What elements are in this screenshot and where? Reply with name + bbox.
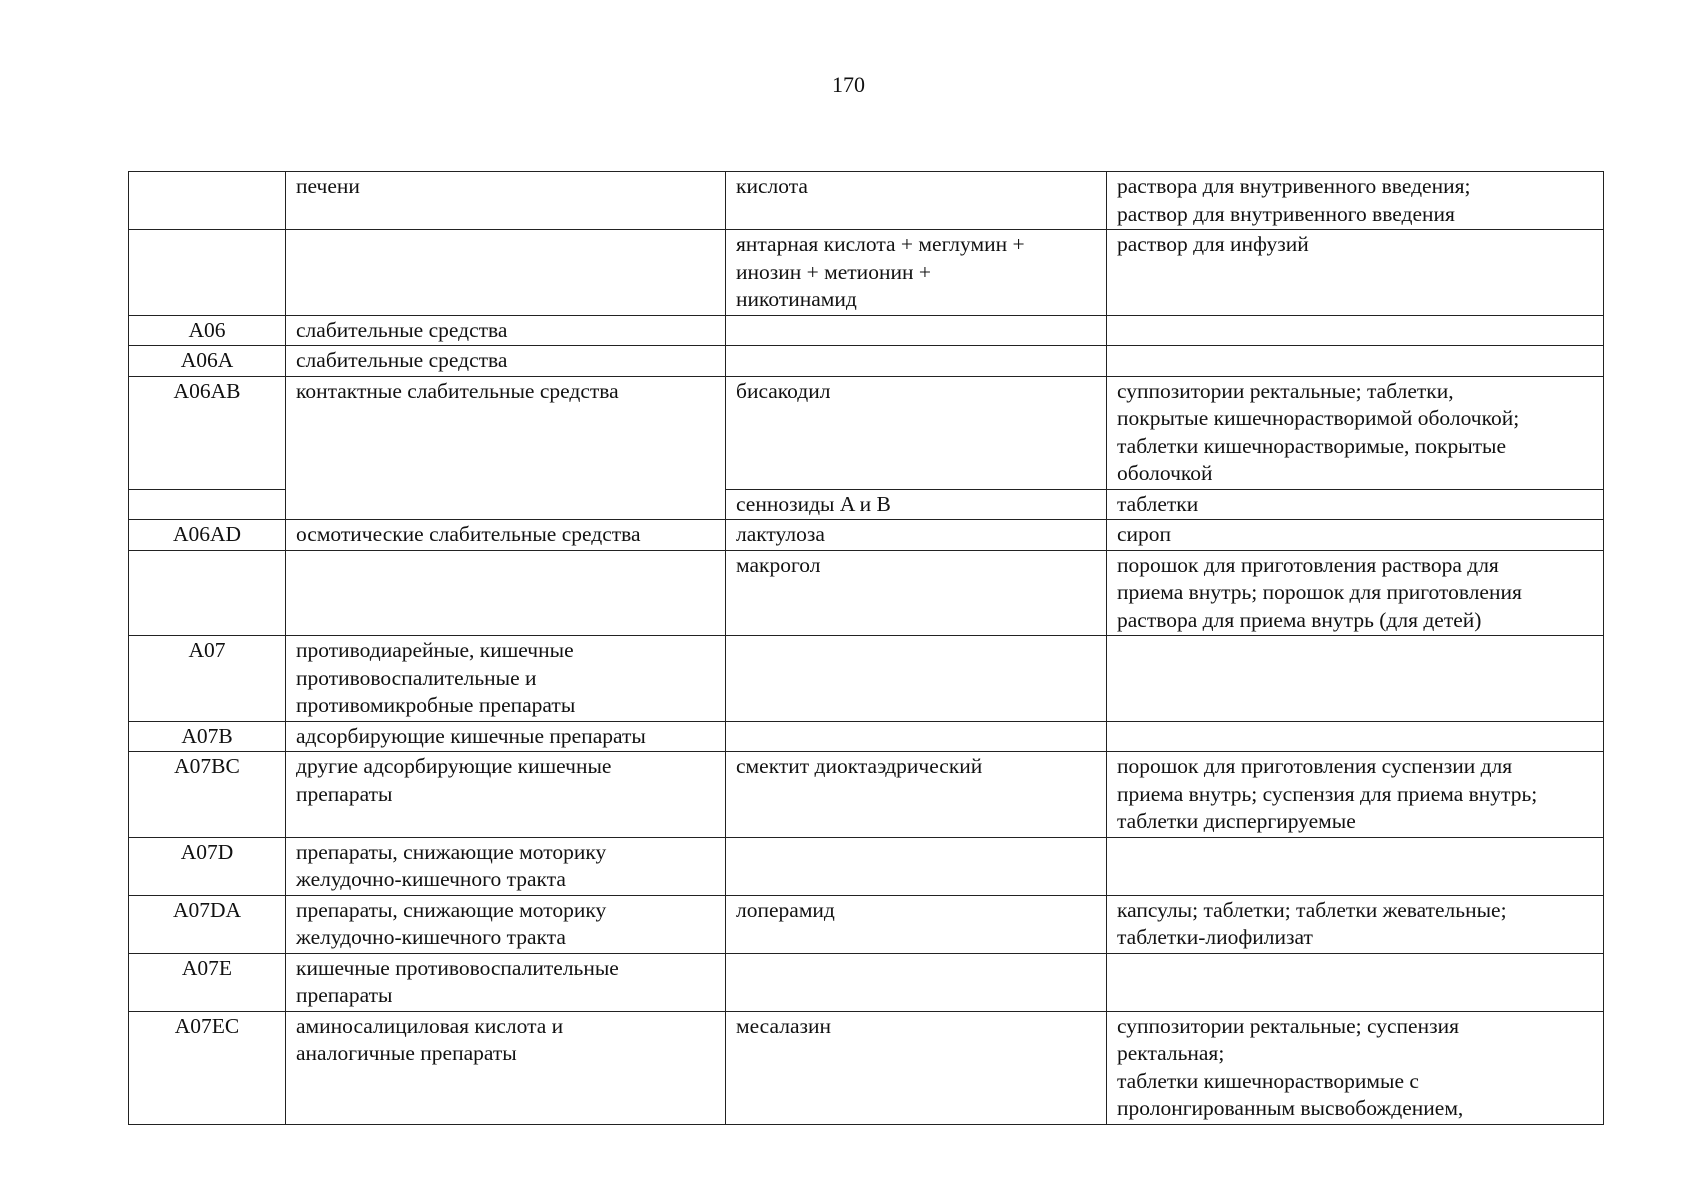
group-text-line: желудочно-кишечного тракта — [296, 925, 566, 949]
group-text-line: осмотические слабительные средства — [296, 522, 641, 546]
forms-cell — [1107, 520, 1604, 551]
drug-cell — [726, 895, 1107, 953]
forms-cell — [1107, 315, 1604, 346]
code-cell — [129, 315, 286, 346]
group-cell — [286, 752, 726, 838]
group-text-line: противовоспалительные и — [296, 665, 537, 690]
forms-cell — [1107, 346, 1604, 377]
forms-cell — [1107, 376, 1604, 489]
medicines-table — [128, 171, 1604, 1125]
drug-text-line: янтарная кислота + меглумин + — [736, 232, 1025, 256]
group-cell — [286, 346, 726, 377]
drug-text-line: бисакодил — [736, 378, 831, 403]
drug-text-line: макрогол — [736, 552, 821, 577]
drug-text-line: кислота — [736, 174, 808, 198]
atc-code: A07D — [180, 839, 234, 864]
drug-cell — [726, 636, 1107, 722]
group-text-line: препараты, снижающие моторику — [296, 897, 607, 922]
table-row — [129, 721, 1604, 752]
drug-text-line: месалазин — [736, 1013, 831, 1038]
group-cell — [286, 315, 726, 346]
forms-text-line: таблетки кишечнорастворимые, покрытые — [1117, 433, 1507, 458]
group-text-line: противодиарейные, кишечные — [296, 638, 574, 662]
table-row — [129, 230, 1604, 316]
group-cell — [286, 376, 726, 520]
drug-cell — [726, 752, 1107, 838]
code-cell — [129, 172, 286, 230]
forms-text-line: приема внутрь; порошок для приготовления — [1117, 580, 1522, 604]
group-text-line: аналогичные препараты — [296, 1041, 517, 1065]
table-row — [129, 895, 1604, 953]
forms-text-line: порошок для приготовления раствора для — [1117, 552, 1499, 577]
forms-text-line: таблетки-лиофилизат — [1117, 925, 1313, 949]
forms-text-line: оболочкой — [1117, 461, 1213, 485]
group-text-line: аминосалициловая кислота и — [296, 1013, 564, 1038]
forms-text-line: таблетки — [1117, 491, 1199, 516]
forms-cell — [1107, 636, 1604, 722]
group-text-line: препараты — [296, 781, 393, 806]
group-cell — [286, 721, 726, 752]
table-row — [129, 315, 1604, 346]
table-row — [129, 346, 1604, 377]
group-cell — [286, 230, 726, 316]
drug-text-line: лактулоза — [736, 522, 825, 546]
code-cell — [129, 895, 286, 953]
drug-cell — [726, 721, 1107, 752]
group-text-line: адсорбирующие кишечные препараты — [296, 723, 646, 748]
forms-text-line: раствора для приема внутрь (для детей) — [1117, 607, 1482, 632]
forms-text-line: раствор для инфузий — [1117, 232, 1309, 256]
forms-cell — [1107, 489, 1604, 520]
drug-cell — [726, 315, 1107, 346]
table-row — [129, 953, 1604, 1011]
code-cell — [129, 1011, 286, 1124]
group-cell — [286, 172, 726, 230]
atc-code: A06AB — [173, 378, 241, 403]
table-body — [129, 172, 1604, 1125]
page-number: 170 — [832, 72, 865, 97]
drug-cell — [726, 230, 1107, 316]
forms-text-line: покрытые кишечнорастворимой оболочкой; — [1117, 406, 1520, 430]
forms-text-line: суппозитории ректальные; суспензия — [1117, 1013, 1459, 1038]
forms-cell — [1107, 230, 1604, 316]
atc-code: A07 — [188, 638, 226, 662]
group-cell — [286, 550, 726, 636]
forms-cell — [1107, 721, 1604, 752]
forms-text-line: приема внутрь; суспензия для приема внутрь; — [1117, 781, 1538, 806]
atc-code: A07BC — [174, 754, 240, 778]
code-cell — [129, 636, 286, 722]
code-cell — [129, 376, 286, 489]
group-text-line: печени — [296, 174, 360, 198]
atc-code: A06AD — [172, 522, 242, 546]
forms-cell — [1107, 752, 1604, 838]
atc-code: A07DA — [172, 897, 242, 922]
forms-text-line: ректальная; — [1117, 1041, 1225, 1065]
forms-cell — [1107, 1011, 1604, 1124]
forms-text-line: суппозитории ректальные; таблетки, — [1117, 378, 1454, 403]
group-text-line: препараты, снижающие моторику — [296, 839, 607, 864]
drug-cell — [726, 346, 1107, 377]
table-row — [129, 550, 1604, 636]
atc-code: A07E — [181, 955, 233, 980]
group-cell — [286, 1011, 726, 1124]
forms-text-line: таблетки диспергируемые — [1117, 809, 1356, 833]
forms-text-line: таблетки кишечнорастворимые с — [1117, 1068, 1419, 1093]
group-text-line: кишечные противовоспалительные — [296, 955, 619, 980]
code-cell — [129, 837, 286, 895]
drug-text-line: никотинамид — [736, 287, 857, 311]
group-cell — [286, 895, 726, 953]
group-text-line: другие адсорбирующие кишечные — [296, 754, 612, 778]
drug-text-line: лоперамид — [736, 897, 835, 922]
group-text-line: препараты — [296, 983, 393, 1007]
drug-cell — [726, 376, 1107, 489]
forms-cell — [1107, 837, 1604, 895]
forms-cell — [1107, 895, 1604, 953]
group-text-line: слабительные средства — [296, 317, 508, 342]
group-cell — [286, 837, 726, 895]
forms-cell — [1107, 172, 1604, 230]
table-row — [129, 752, 1604, 838]
table-row — [129, 172, 1604, 230]
code-cell — [129, 953, 286, 1011]
forms-cell — [1107, 550, 1604, 636]
code-cell — [129, 550, 286, 636]
group-cell — [286, 953, 726, 1011]
drug-text-line: смектит диоктаэдрический — [736, 754, 983, 778]
group-text-line: противомикробные препараты — [296, 693, 576, 717]
drug-cell — [726, 520, 1107, 551]
drug-cell — [726, 550, 1107, 636]
group-cell — [286, 636, 726, 722]
forms-text-line: порошок для приготовления суспензии для — [1117, 754, 1513, 778]
table-row — [129, 1011, 1604, 1124]
table-row — [129, 520, 1604, 551]
forms-text-line: раствор для внутривенного введения — [1117, 201, 1455, 226]
atc-code: A07EC — [174, 1013, 240, 1038]
code-cell — [129, 752, 286, 838]
drug-cell — [726, 489, 1107, 520]
drug-cell — [726, 953, 1107, 1011]
group-text-line: желудочно-кишечного тракта — [296, 867, 566, 891]
atc-code: A06 — [188, 317, 226, 342]
code-cell — [129, 489, 286, 520]
drug-cell — [726, 1011, 1107, 1124]
forms-text-line: сироп — [1117, 522, 1172, 546]
group-cell — [286, 520, 726, 551]
drug-text-line: инозин + метионин + — [736, 259, 931, 284]
atc-code: A07B — [181, 723, 233, 748]
table-row — [129, 376, 1604, 489]
group-text-line: слабительные средства — [296, 348, 508, 372]
group-text-line: контактные слабительные средства — [296, 378, 619, 403]
forms-text-line: капсулы; таблетки; таблетки жевательные; — [1117, 897, 1507, 922]
drug-text-line: сеннозиды A и B — [736, 491, 891, 516]
table-row — [129, 636, 1604, 722]
forms-text-line: раствора для внутривенного введения; — [1117, 174, 1471, 198]
forms-cell — [1107, 953, 1604, 1011]
code-cell — [129, 721, 286, 752]
forms-text-line: пролонгированным высвобождением, — [1117, 1096, 1464, 1120]
code-cell — [129, 520, 286, 551]
atc-code: A06A — [180, 348, 234, 372]
table-row — [129, 837, 1604, 895]
drug-cell — [726, 837, 1107, 895]
code-cell — [129, 346, 286, 377]
code-cell — [129, 230, 286, 316]
drug-cell — [726, 172, 1107, 230]
